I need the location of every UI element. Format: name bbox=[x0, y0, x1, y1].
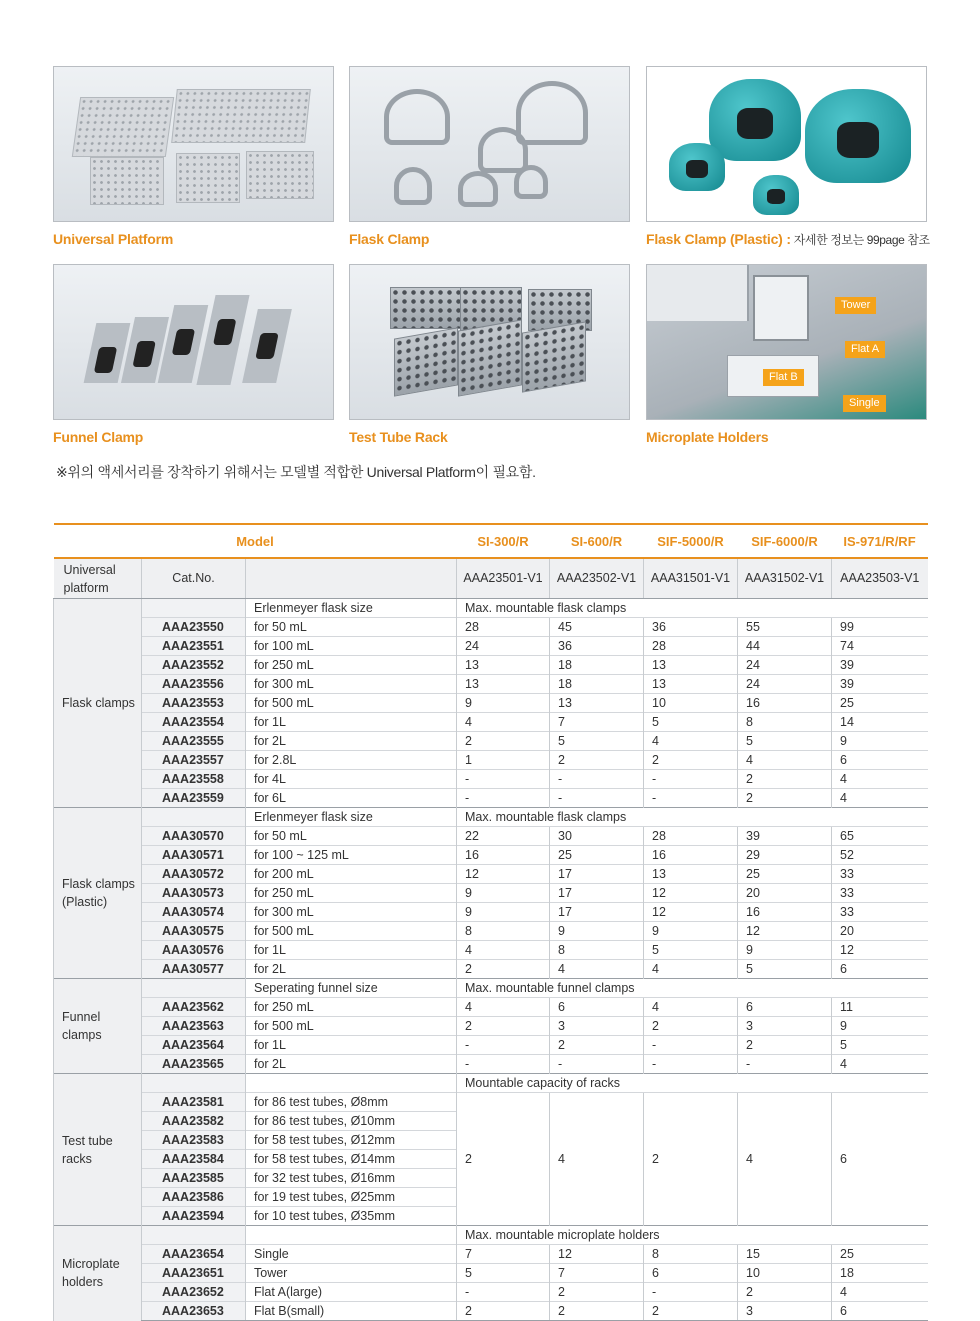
value-cell: 16 bbox=[738, 903, 832, 922]
callout-single: Single bbox=[843, 395, 886, 412]
value-column-label: Mountable capacity of racks bbox=[457, 1074, 928, 1093]
value-cell: 2 bbox=[457, 1302, 550, 1321]
table-row bbox=[54, 960, 928, 979]
value-cell: 4 bbox=[550, 1093, 644, 1226]
value-cell: 28 bbox=[644, 637, 738, 656]
catno-cell: AAA30574 bbox=[142, 903, 246, 922]
section-subheader-row bbox=[54, 1074, 928, 1093]
catno-cell: AAA23551 bbox=[142, 637, 246, 656]
card-flask-clamp-plastic bbox=[646, 66, 930, 248]
value-cell: 6 bbox=[832, 751, 928, 770]
value-cell: 33 bbox=[832, 884, 928, 903]
catno-cell: AAA23584 bbox=[142, 1150, 246, 1169]
size-cell: for 1L bbox=[246, 941, 457, 960]
value-cell: 7 bbox=[550, 713, 644, 732]
value-cell: - bbox=[550, 1055, 644, 1074]
catno-cell: AAA23558 bbox=[142, 770, 246, 789]
model-header-row bbox=[54, 524, 928, 558]
value-cell: - bbox=[457, 1283, 550, 1302]
card-caption: Funnel Clamp bbox=[53, 429, 144, 445]
catno-cell: AAA23550 bbox=[142, 618, 246, 637]
section-subheader-row bbox=[54, 808, 928, 827]
value-cell: 4 bbox=[738, 1093, 832, 1226]
value-cell: 99 bbox=[832, 618, 928, 637]
value-cell: 52 bbox=[832, 846, 928, 865]
value-cell: 20 bbox=[832, 922, 928, 941]
table-row bbox=[54, 1017, 928, 1036]
value-cell: - bbox=[457, 770, 550, 789]
microplate-holders-image bbox=[646, 264, 927, 420]
value-cell: - bbox=[738, 1055, 832, 1074]
value-cell: 5 bbox=[644, 941, 738, 960]
catno-cell: AAA30572 bbox=[142, 865, 246, 884]
value-cell: 2 bbox=[644, 1093, 738, 1226]
value-cell: 2 bbox=[550, 1283, 644, 1302]
catno-cell: AAA23562 bbox=[142, 998, 246, 1017]
catno-cell: AAA30577 bbox=[142, 960, 246, 979]
table-row bbox=[54, 751, 928, 770]
size-cell: for 500 mL bbox=[246, 922, 457, 941]
value-cell: - bbox=[644, 1055, 738, 1074]
model-name: SI-300/R bbox=[457, 524, 550, 558]
size-cell: for 19 test tubes, Ø25mm bbox=[246, 1188, 457, 1207]
table-row bbox=[54, 656, 928, 675]
catno-cell: AAA23652 bbox=[142, 1283, 246, 1302]
value-cell: 33 bbox=[832, 865, 928, 884]
value-column-label: Max. mountable microplate holders bbox=[457, 1226, 928, 1245]
catno-cell: AAA30570 bbox=[142, 827, 246, 846]
value-cell: 4 bbox=[644, 960, 738, 979]
catno-cell: AAA30571 bbox=[142, 846, 246, 865]
catno-cell: AAA23563 bbox=[142, 1017, 246, 1036]
value-cell: - bbox=[457, 1055, 550, 1074]
catno-cell: AAA23585 bbox=[142, 1169, 246, 1188]
value-cell: 25 bbox=[738, 865, 832, 884]
value-cell: 13 bbox=[457, 656, 550, 675]
table-row bbox=[54, 1055, 928, 1074]
table-row bbox=[54, 1036, 928, 1055]
table-row bbox=[54, 637, 928, 656]
value-cell: 9 bbox=[550, 922, 644, 941]
value-cell: 25 bbox=[550, 846, 644, 865]
value-cell: 4 bbox=[832, 1055, 928, 1074]
section-subheader-row bbox=[54, 599, 928, 618]
catno-cell: AAA23564 bbox=[142, 1036, 246, 1055]
catno-cell: AAA23586 bbox=[142, 1188, 246, 1207]
value-cell: 9 bbox=[644, 922, 738, 941]
table-row bbox=[54, 694, 928, 713]
value-cell: 16 bbox=[738, 694, 832, 713]
value-cell: 33 bbox=[832, 903, 928, 922]
size-cell: for 500 mL bbox=[246, 1017, 457, 1036]
value-cell: 2 bbox=[738, 789, 832, 808]
value-cell: 14 bbox=[832, 713, 928, 732]
value-cell: 12 bbox=[644, 884, 738, 903]
value-cell: 2 bbox=[644, 1017, 738, 1036]
value-cell: 2 bbox=[644, 751, 738, 770]
size-cell: for 100 ~ 125 mL bbox=[246, 846, 457, 865]
catno-cell: AAA30575 bbox=[142, 922, 246, 941]
size-cell: for 500 mL bbox=[246, 694, 457, 713]
value-cell: 22 bbox=[457, 827, 550, 846]
value-cell: 12 bbox=[738, 922, 832, 941]
value-cell: 2 bbox=[550, 751, 644, 770]
test-tube-rack-image bbox=[349, 264, 630, 420]
value-cell: 4 bbox=[832, 770, 928, 789]
card-caption: Flask Clamp bbox=[349, 231, 430, 247]
table-row bbox=[54, 732, 928, 751]
catno-cell: AAA23583 bbox=[142, 1131, 246, 1150]
value-cell: 39 bbox=[832, 675, 928, 694]
table-row bbox=[54, 827, 928, 846]
value-cell: 28 bbox=[644, 827, 738, 846]
value-cell: - bbox=[550, 789, 644, 808]
size-cell: for 58 test tubes, Ø14mm bbox=[246, 1150, 457, 1169]
value-cell: 12 bbox=[457, 865, 550, 884]
group-label: Test tube racks bbox=[54, 1074, 142, 1226]
value-cell: 65 bbox=[832, 827, 928, 846]
value-cell: - bbox=[644, 1283, 738, 1302]
group-label: Flask clamps bbox=[54, 599, 142, 808]
value-cell: 24 bbox=[738, 675, 832, 694]
value-cell: 8 bbox=[644, 1245, 738, 1264]
platform-row bbox=[54, 558, 928, 599]
value-cell: 29 bbox=[738, 846, 832, 865]
value-cell: 39 bbox=[832, 656, 928, 675]
value-cell: 25 bbox=[832, 1245, 928, 1264]
value-cell: 9 bbox=[457, 884, 550, 903]
value-cell: 7 bbox=[457, 1245, 550, 1264]
size-cell: for 6L bbox=[246, 789, 457, 808]
value-cell: 24 bbox=[738, 656, 832, 675]
table-row bbox=[54, 941, 928, 960]
value-cell: 13 bbox=[644, 656, 738, 675]
value-cell: 13 bbox=[550, 694, 644, 713]
value-cell: 2 bbox=[550, 1036, 644, 1055]
value-cell: 9 bbox=[457, 903, 550, 922]
value-column-label: Max. mountable flask clamps bbox=[457, 808, 928, 827]
value-cell: 9 bbox=[832, 1017, 928, 1036]
size-cell: for 86 test tubes, Ø10mm bbox=[246, 1112, 457, 1131]
value-cell: 36 bbox=[550, 637, 644, 656]
size-cell: for 2.8L bbox=[246, 751, 457, 770]
model-name: SIF-5000/R bbox=[644, 524, 738, 558]
value-cell: 18 bbox=[550, 675, 644, 694]
catno-cell: AAA23594 bbox=[142, 1207, 246, 1226]
model-name: SI-600/R bbox=[550, 524, 644, 558]
section-subheader-row bbox=[54, 1226, 928, 1245]
funnel-clamp-image bbox=[53, 264, 334, 420]
size-cell: Flat B(small) bbox=[246, 1302, 457, 1321]
catno-cell: AAA23555 bbox=[142, 732, 246, 751]
value-cell: 7 bbox=[550, 1264, 644, 1283]
table-row bbox=[54, 1283, 928, 1302]
size-column-label bbox=[246, 1226, 457, 1245]
size-cell: for 86 test tubes, Ø8mm bbox=[246, 1093, 457, 1112]
value-cell: 16 bbox=[644, 846, 738, 865]
catno-cell: AAA23653 bbox=[142, 1302, 246, 1321]
value-cell: 5 bbox=[457, 1264, 550, 1283]
model-name: IS-971/R/RF bbox=[832, 524, 928, 558]
value-cell: - bbox=[550, 770, 644, 789]
size-cell: Single bbox=[246, 1245, 457, 1264]
catno-cell: AAA23651 bbox=[142, 1264, 246, 1283]
model-label: Model bbox=[54, 524, 457, 558]
value-cell: 17 bbox=[550, 884, 644, 903]
value-cell: 30 bbox=[550, 827, 644, 846]
value-cell: 9 bbox=[738, 941, 832, 960]
flask-clamp-plastic-image bbox=[646, 66, 927, 222]
platform-catno: AAA31501-V1 bbox=[644, 558, 738, 599]
size-cell: for 2L bbox=[246, 960, 457, 979]
value-cell: 5 bbox=[832, 1036, 928, 1055]
table-row bbox=[54, 865, 928, 884]
catno-cell: AAA30576 bbox=[142, 941, 246, 960]
catno-cell: AAA30573 bbox=[142, 884, 246, 903]
catno-cell: AAA23565 bbox=[142, 1055, 246, 1074]
size-cell: Tower bbox=[246, 1264, 457, 1283]
value-cell: 8 bbox=[738, 713, 832, 732]
size-column-label: Erlenmeyer flask size bbox=[246, 599, 457, 618]
table-row bbox=[54, 1264, 928, 1283]
group-label: Flask clamps (Plastic) bbox=[54, 808, 142, 979]
size-cell: for 250 mL bbox=[246, 998, 457, 1017]
value-cell: 4 bbox=[457, 998, 550, 1017]
catno-cell: AAA23554 bbox=[142, 713, 246, 732]
value-cell: 5 bbox=[738, 960, 832, 979]
value-cell: 2 bbox=[738, 1036, 832, 1055]
value-cell: 39 bbox=[738, 827, 832, 846]
value-cell: 6 bbox=[550, 998, 644, 1017]
value-cell: 6 bbox=[738, 998, 832, 1017]
value-cell: 17 bbox=[550, 903, 644, 922]
value-cell: 2 bbox=[550, 1302, 644, 1321]
section-subheader-row bbox=[54, 979, 928, 998]
size-cell: for 4L bbox=[246, 770, 457, 789]
catno-cell: AAA23581 bbox=[142, 1093, 246, 1112]
size-column-label: Seperating funnel size bbox=[246, 979, 457, 998]
table-row bbox=[54, 903, 928, 922]
value-cell: 13 bbox=[644, 675, 738, 694]
value-cell: - bbox=[644, 789, 738, 808]
size-cell: for 50 mL bbox=[246, 618, 457, 637]
group-label: Universal platform bbox=[54, 558, 142, 599]
callout-flat-a: Flat A bbox=[845, 341, 885, 358]
card-caption: Universal Platform bbox=[53, 231, 174, 247]
value-cell: 3 bbox=[738, 1017, 832, 1036]
card-caption: Microplate Holders bbox=[646, 429, 769, 445]
value-cell: 18 bbox=[832, 1264, 928, 1283]
value-cell: 5 bbox=[644, 713, 738, 732]
platform-catno: AAA31502-V1 bbox=[738, 558, 832, 599]
size-cell: for 100 mL bbox=[246, 637, 457, 656]
catno-cell: AAA23559 bbox=[142, 789, 246, 808]
size-column-label: Erlenmeyer flask size bbox=[246, 808, 457, 827]
size-cell: for 10 test tubes, Ø35mm bbox=[246, 1207, 457, 1226]
value-cell: 12 bbox=[644, 903, 738, 922]
value-cell: - bbox=[457, 1036, 550, 1055]
value-cell: 9 bbox=[457, 694, 550, 713]
size-cell: for 2L bbox=[246, 732, 457, 751]
table-row bbox=[54, 884, 928, 903]
value-cell: 24 bbox=[457, 637, 550, 656]
size-cell: for 58 test tubes, Ø12mm bbox=[246, 1131, 457, 1150]
size-cell: for 1L bbox=[246, 713, 457, 732]
table-row bbox=[54, 713, 928, 732]
callout-flat-b: Flat B bbox=[763, 369, 804, 386]
value-cell: 2 bbox=[738, 770, 832, 789]
value-cell: 16 bbox=[457, 846, 550, 865]
catno-cell bbox=[142, 1074, 246, 1093]
value-column-label: Max. mountable flask clamps bbox=[457, 599, 928, 618]
value-cell: - bbox=[644, 1036, 738, 1055]
table-row bbox=[54, 1093, 928, 1112]
value-cell: 4 bbox=[738, 751, 832, 770]
universal-platform-image bbox=[53, 66, 334, 222]
card-flask-clamp bbox=[349, 66, 630, 247]
value-cell: 2 bbox=[457, 1017, 550, 1036]
value-cell: - bbox=[457, 789, 550, 808]
model-name: SIF-6000/R bbox=[738, 524, 832, 558]
value-cell: 20 bbox=[738, 884, 832, 903]
value-cell: 3 bbox=[550, 1017, 644, 1036]
value-cell: 18 bbox=[550, 656, 644, 675]
value-cell: 1 bbox=[457, 751, 550, 770]
size-column-label bbox=[246, 1074, 457, 1093]
value-cell: 15 bbox=[738, 1245, 832, 1264]
catno-label: Cat.No. bbox=[142, 558, 246, 599]
value-cell: 74 bbox=[832, 637, 928, 656]
value-column-label: Max. mountable funnel clamps bbox=[457, 979, 928, 998]
table-row bbox=[54, 1245, 928, 1264]
value-cell: 4 bbox=[644, 998, 738, 1017]
value-cell: 10 bbox=[738, 1264, 832, 1283]
card-caption: Flask Clamp (Plastic) : 자세한 정보는 99page 참조 bbox=[646, 231, 930, 247]
card-funnel-clamp bbox=[53, 264, 334, 445]
catno-cell: AAA23556 bbox=[142, 675, 246, 694]
value-cell: 6 bbox=[644, 1264, 738, 1283]
value-cell: 12 bbox=[832, 941, 928, 960]
catno-cell: AAA23552 bbox=[142, 656, 246, 675]
table-row bbox=[54, 770, 928, 789]
value-cell: 6 bbox=[832, 1093, 928, 1226]
catno-cell: AAA23582 bbox=[142, 1112, 246, 1131]
value-cell: 4 bbox=[550, 960, 644, 979]
value-cell: 2 bbox=[457, 1093, 550, 1226]
value-cell: 6 bbox=[832, 960, 928, 979]
value-cell: 6 bbox=[832, 1302, 928, 1321]
table-row bbox=[54, 618, 928, 637]
value-cell: 9 bbox=[832, 732, 928, 751]
table-row bbox=[54, 846, 928, 865]
value-cell: 17 bbox=[550, 865, 644, 884]
card-test-tube-rack bbox=[349, 264, 630, 445]
value-cell: 10 bbox=[644, 694, 738, 713]
size-cell: for 300 mL bbox=[246, 903, 457, 922]
value-cell: 2 bbox=[738, 1283, 832, 1302]
value-cell: 45 bbox=[550, 618, 644, 637]
table-row bbox=[54, 922, 928, 941]
catno-cell: AAA23654 bbox=[142, 1245, 246, 1264]
card-microplate-holders bbox=[646, 264, 927, 445]
size-cell: Flat A(large) bbox=[246, 1283, 457, 1302]
value-cell: 2 bbox=[457, 960, 550, 979]
value-cell: 4 bbox=[832, 1283, 928, 1302]
size-cell: for 200 mL bbox=[246, 865, 457, 884]
size-cell: for 300 mL bbox=[246, 675, 457, 694]
size-cell: for 1L bbox=[246, 1036, 457, 1055]
size-cell: for 2L bbox=[246, 1055, 457, 1074]
value-cell: 55 bbox=[738, 618, 832, 637]
value-cell: 2 bbox=[457, 732, 550, 751]
value-cell: 5 bbox=[550, 732, 644, 751]
value-cell: 8 bbox=[457, 922, 550, 941]
value-cell: 4 bbox=[832, 789, 928, 808]
card-caption: Test Tube Rack bbox=[349, 429, 448, 445]
value-cell: 4 bbox=[644, 732, 738, 751]
value-cell: 25 bbox=[832, 694, 928, 713]
value-cell: 36 bbox=[644, 618, 738, 637]
value-cell: 44 bbox=[738, 637, 832, 656]
table-row bbox=[54, 998, 928, 1017]
catno-cell: AAA23557 bbox=[142, 751, 246, 770]
table-row bbox=[54, 1302, 928, 1321]
group-label: Funnel clamps bbox=[54, 979, 142, 1074]
size-cell: for 250 mL bbox=[246, 884, 457, 903]
catno-cell bbox=[142, 979, 246, 998]
value-cell: 13 bbox=[457, 675, 550, 694]
catno-cell bbox=[142, 1226, 246, 1245]
value-cell: 11 bbox=[832, 998, 928, 1017]
platform-catno: AAA23502-V1 bbox=[550, 558, 644, 599]
value-cell: 5 bbox=[738, 732, 832, 751]
size-cell: for 250 mL bbox=[246, 656, 457, 675]
card-universal-platform bbox=[53, 66, 334, 247]
value-cell: - bbox=[644, 770, 738, 789]
value-cell: 13 bbox=[644, 865, 738, 884]
value-cell: 4 bbox=[457, 713, 550, 732]
catno-cell bbox=[142, 808, 246, 827]
group-label: Microplate holders bbox=[54, 1226, 142, 1321]
catno-cell bbox=[142, 599, 246, 618]
value-cell: 28 bbox=[457, 618, 550, 637]
platform-note: ※위의 액세서리를 장착하기 위해서는 모델별 적합한 Universal Platform이 필요함. bbox=[56, 464, 536, 480]
value-cell: 8 bbox=[550, 941, 644, 960]
size-cell: for 50 mL bbox=[246, 827, 457, 846]
platform-catno: AAA23503-V1 bbox=[832, 558, 928, 599]
compatibility-table bbox=[53, 523, 928, 1321]
value-cell: 12 bbox=[550, 1245, 644, 1264]
callout-tower: Tower bbox=[835, 297, 876, 314]
catno-cell: AAA23553 bbox=[142, 694, 246, 713]
platform-catno: AAA23501-V1 bbox=[457, 558, 550, 599]
table-row bbox=[54, 789, 928, 808]
flask-clamp-image bbox=[349, 66, 630, 222]
value-cell: 2 bbox=[644, 1302, 738, 1321]
table-row bbox=[54, 675, 928, 694]
value-cell: 3 bbox=[738, 1302, 832, 1321]
size-cell: for 32 test tubes, Ø16mm bbox=[246, 1169, 457, 1188]
value-cell: 4 bbox=[457, 941, 550, 960]
